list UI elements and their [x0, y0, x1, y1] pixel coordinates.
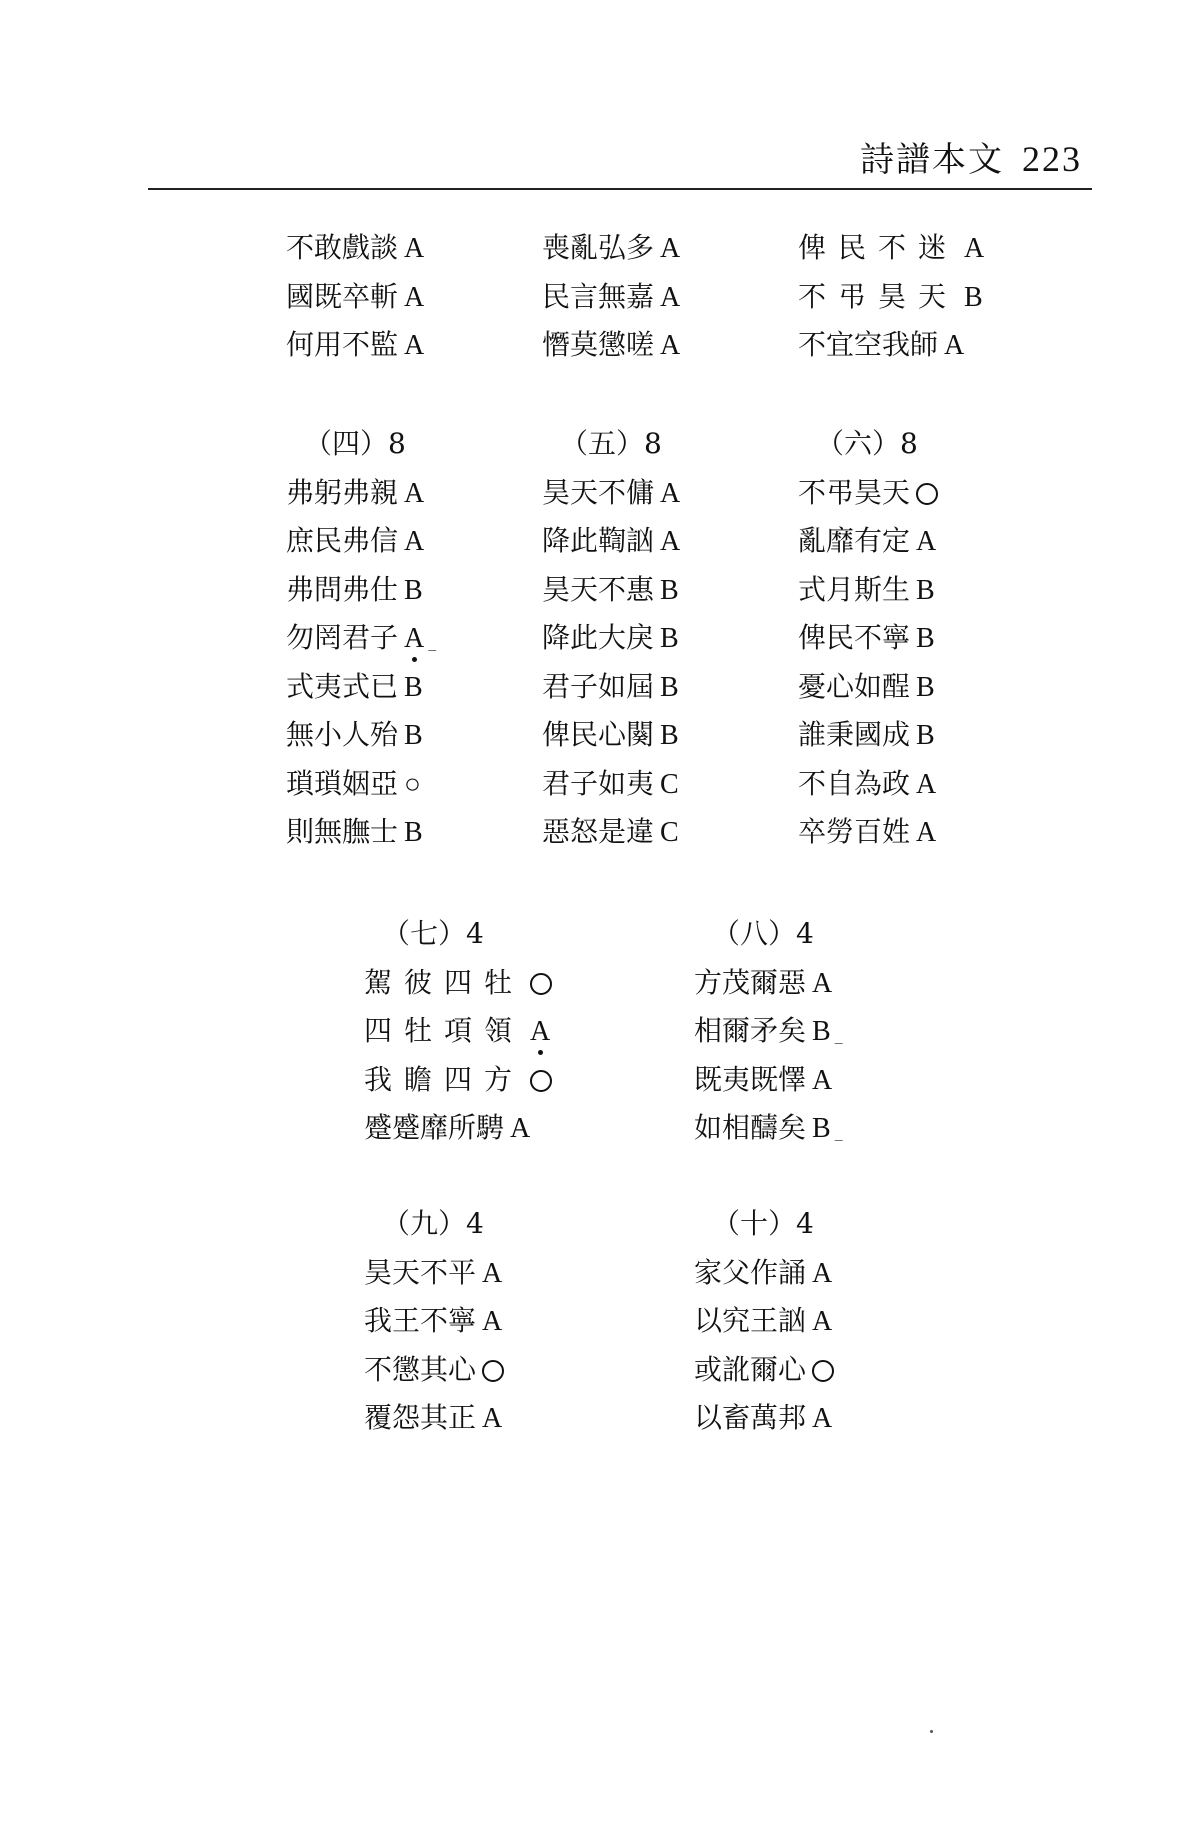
section-heading: （十）4 — [712, 1207, 814, 1240]
circle-mark — [530, 1070, 552, 1092]
verse-line: 家父作誦 A — [694, 1255, 833, 1289]
section-6 — [798, 420, 1048, 857]
verse-line: 方茂爾惡 A — [694, 965, 833, 999]
running-head — [860, 132, 1082, 181]
verse-line: 何用不監 A — [286, 328, 425, 361]
verse-line: 以畜萬邦 A — [694, 1401, 833, 1434]
verse-line: 不弔昊天 — [798, 469, 1048, 518]
verse-line: 以究王訩 A — [694, 1304, 833, 1337]
circle-mark — [482, 1360, 504, 1382]
verse-line: 我王不寧 A — [364, 1304, 503, 1337]
verse-line: 憯莫懲嗟 A — [542, 328, 681, 361]
dash-mark: _ — [428, 632, 437, 651]
verse-line: 弗躬弗親 A — [286, 475, 425, 509]
verse-line: 相爾矛矣 B _ — [694, 1014, 843, 1047]
circle-mark — [530, 973, 552, 995]
verse-line: 誰秉國成 B — [798, 718, 935, 751]
verse-line: 如相醻矣 B _ — [694, 1111, 843, 1144]
dash-mark: _ — [834, 1025, 843, 1044]
section-9 — [364, 1200, 664, 1443]
verse-line: 則無膴士 B — [286, 815, 423, 848]
verse-line: 俾民心闋 B — [542, 718, 679, 751]
top-column-3 — [798, 224, 1048, 370]
verse-line: 不宜空我師 A — [798, 328, 965, 361]
section-heading: （七）4 — [382, 917, 484, 950]
verse-line: 降此鞫訩 A — [542, 524, 681, 557]
verse-line: 庶民弗信 A — [286, 524, 425, 557]
verse-line: 蹙蹙靡所騁 A — [364, 1111, 531, 1144]
verse-line: 覆怨其正 A — [364, 1401, 503, 1434]
verse-line: 瑣瑣姻亞 ○ — [286, 766, 421, 800]
verse-line: 昊天不傭 A — [542, 475, 681, 509]
page-number: 223 — [1022, 139, 1082, 179]
verse-line: 無小人殆 B — [286, 718, 423, 751]
verse-line: 弗問弗仕 B — [286, 572, 423, 606]
verse-line: 君子如屆 B — [542, 669, 679, 703]
verse-line: 既夷既懌 A — [694, 1062, 833, 1096]
section-8 — [694, 910, 974, 1153]
verse-line: 不懲其心 — [364, 1346, 664, 1395]
section-10 — [694, 1200, 974, 1443]
verse-line: 俾民不寧 B — [798, 621, 935, 654]
book-title: 詩譜本文 — [860, 140, 1004, 180]
section-7 — [364, 910, 664, 1153]
verse-line: 我瞻四方 — [364, 1056, 664, 1105]
section-heading: （八）4 — [712, 917, 814, 950]
top-column-2 — [542, 224, 792, 370]
verse-line: 駕彼四牡 — [364, 959, 664, 1008]
verse-line: 不自為政 A — [798, 766, 937, 800]
verse-line: 降此大戾 B — [542, 621, 679, 654]
verse-line: 君子如夷 C — [542, 766, 679, 800]
section-heading: （五）8 — [560, 427, 662, 460]
verse-line: 或訛爾心 — [694, 1346, 974, 1395]
circle-mark — [812, 1360, 834, 1382]
circle-mark — [916, 483, 938, 505]
section-heading: （六）8 — [816, 427, 918, 460]
verse-line: 惡怒是違 C — [542, 815, 679, 848]
page-header — [148, 128, 1092, 190]
verse-line: 俾民不迷 A — [798, 231, 985, 264]
verse-line: 憂心如酲 B — [798, 669, 935, 703]
verse-line: 式夷式已 B — [286, 669, 423, 703]
verse-line: 式月斯生 B — [798, 572, 935, 606]
verse-line: 四牡項領 A — [364, 1014, 551, 1047]
verse-line: 不敢戲談 A — [286, 231, 425, 264]
verse-line: 勿罔君子 A _ — [286, 621, 437, 654]
dash-mark: _ — [834, 1122, 843, 1141]
scan-speck — [930, 1730, 933, 1733]
verse-line: 昊天不惠 B — [542, 572, 679, 606]
verse-line: 喪亂弘多 A — [542, 231, 681, 264]
verse-line: 昊天不平 A — [364, 1255, 503, 1289]
section-5 — [542, 420, 792, 857]
verse-line: 不弔昊天 B — [798, 279, 983, 313]
section-heading: （四）8 — [304, 427, 406, 460]
verse-line: 國既卒斬 A — [286, 279, 425, 313]
top-column-1 — [286, 224, 536, 370]
verse-line: 亂靡有定 A — [798, 524, 937, 557]
verse-line: 民言無嘉 A — [542, 279, 681, 313]
section-heading: （九）4 — [382, 1207, 484, 1240]
verse-line: 卒勞百姓 A — [798, 815, 937, 848]
section-4 — [286, 420, 536, 857]
